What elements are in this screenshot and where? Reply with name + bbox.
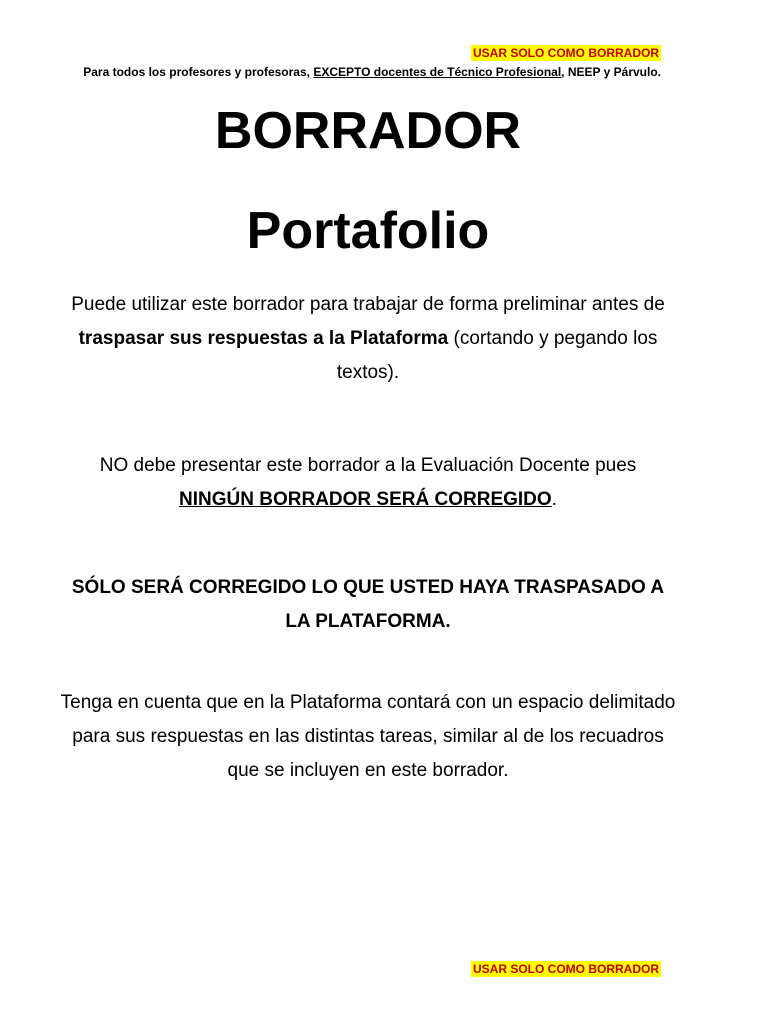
- audience-text-end: , NEEP y Párvulo.: [561, 65, 661, 79]
- warning-text-end: .: [551, 489, 557, 510]
- platform-note-paragraph: Tenga en cuenta que en la Plataforma contará con un espacio delimitado para sus respuestas en las distintas tareas, similar al de los recuadros que se incluyen en este borrador.: [60, 692, 676, 781]
- intro-text-end: (cortando y pegando los textos).: [336, 328, 658, 383]
- intro-bold: traspasar sus respuestas a la Plataforma: [78, 328, 449, 349]
- main-title: BORRADOR: [214, 102, 522, 160]
- sub-title: Portafolio: [246, 202, 490, 260]
- audience-exception: EXCEPTO docentes de Técnico Profesional: [313, 65, 562, 79]
- intro-paragraph: [60, 288, 676, 390]
- correction-paragraph: SÓLO SERÁ CORREGIDO LO QUE USTED HAYA TRASPASADO A LA PLATAFORMA.: [71, 577, 665, 632]
- warning-text-start: NO debe presentar este borrador a la Evaluación Docente pues: [99, 455, 637, 476]
- warning-paragraph: [60, 449, 676, 517]
- draft-notice-footer: USAR SOLO COMO BORRADOR: [473, 962, 659, 976]
- warning-bold: NINGÚN BORRADOR SERÁ CORREGIDO: [179, 489, 552, 510]
- draft-notice-header: USAR SOLO COMO BORRADOR: [473, 46, 659, 60]
- intro-text-start: Puede utilizar este borrador para trabajar de forma preliminar antes de: [71, 294, 665, 315]
- audience-text-start: Para todos los profesores y profesoras,: [83, 65, 314, 79]
- audience-line: [83, 64, 661, 80]
